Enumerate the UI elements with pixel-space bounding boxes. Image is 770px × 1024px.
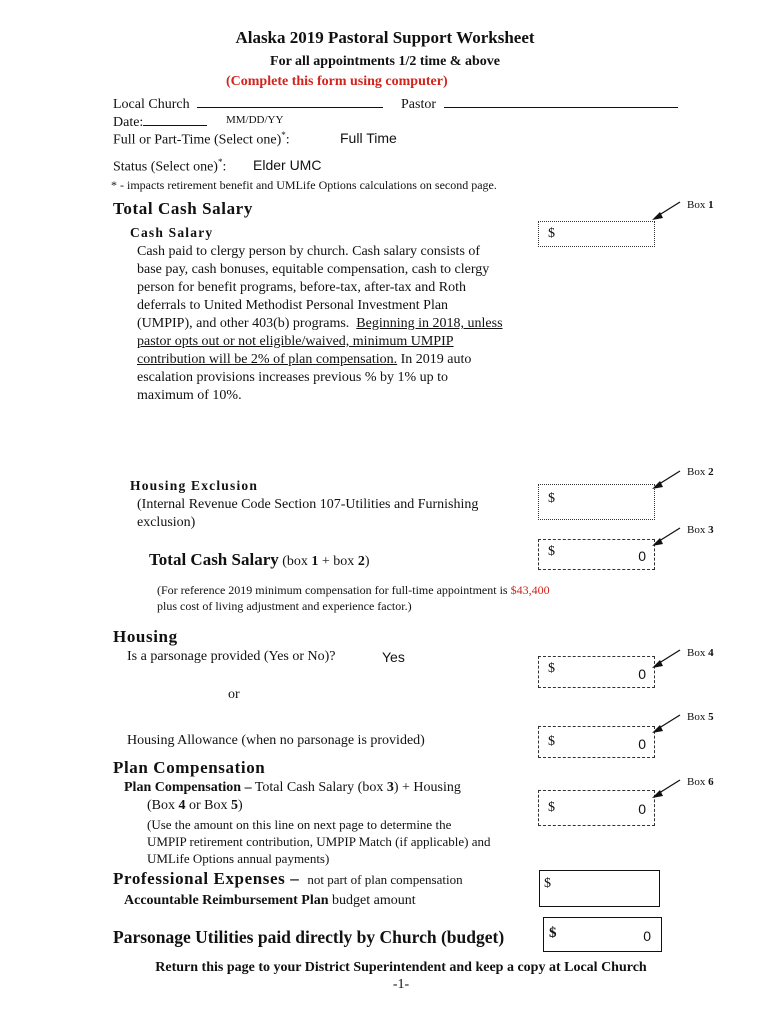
fulltime-asterisk: * (281, 130, 286, 140)
box-value: 0 (638, 666, 646, 682)
desc-underlined: contribution will be 2% of plan compensation. (137, 352, 398, 367)
desc-line: exclusion) (137, 515, 196, 530)
desc-line: deferrals to United Methodist Personal Investment Plan (137, 298, 449, 313)
formula-text: + box (318, 554, 358, 569)
parsonage-utilities-heading: Parsonage Utilities paid directly by Church (budget) (113, 927, 505, 947)
cash-salary-heading: Cash Salary (130, 225, 214, 240)
formula-box-num: 4 (178, 798, 186, 813)
desc-line: (Internal Revenue Code Section 107-Utilities and Furnishing (137, 497, 479, 512)
desc-line: base pay, cash bonuses, equitable compensation, cash to clergy (137, 262, 490, 277)
accountable-plan-line (124, 893, 416, 909)
page-number: -1- (392, 977, 410, 992)
formula-box-num: 5 (231, 798, 238, 813)
box-3-label (687, 524, 714, 536)
currency-symbol: $ (549, 925, 557, 941)
reference-line: plus cost of living adjustment and experience factor.) (157, 599, 412, 613)
professional-expenses-heading (113, 869, 463, 889)
box-6-label (687, 776, 714, 788)
status-row: Status (Select one)*: (113, 157, 227, 175)
box-label-text: Box (687, 466, 706, 478)
box-1-label (687, 199, 714, 211)
reference-note (157, 582, 550, 614)
desc-underlined: pastor opts out or not eligible/waived, minimum UMPIP (137, 334, 454, 349)
housing-heading: Housing (113, 627, 178, 646)
date-label: Date: (113, 115, 144, 130)
status-asterisk: * (217, 157, 223, 167)
box-6-input[interactable] (538, 790, 655, 826)
box-1-input[interactable] (538, 221, 655, 247)
date-field[interactable] (143, 112, 207, 126)
box-label-number: 2 (708, 466, 714, 478)
plan-compensation-formula-2 (147, 798, 243, 814)
box-label-number: 3 (708, 524, 714, 536)
box-label-text: Box (687, 524, 706, 536)
pastor-row (401, 94, 678, 113)
housing-allowance-label: Housing Allowance (when no parsonage is provided) (127, 733, 425, 748)
total-label: Total Cash Salary (149, 550, 279, 569)
status-select[interactable]: Elder UMC (253, 157, 322, 173)
accountable-plan-text: budget amount (328, 893, 416, 908)
plan-compensation-heading: Plan Compensation (113, 758, 266, 777)
desc-line: maximum of 10%. (137, 388, 242, 403)
currency-symbol: $ (548, 544, 555, 559)
box-value: 0 (638, 548, 646, 564)
formula-box-num: 3 (386, 780, 394, 795)
local-church-field[interactable] (197, 94, 383, 108)
box-6-arrow-icon (650, 778, 684, 800)
box-label-text: Box (687, 199, 706, 211)
formula-text: (Box (147, 798, 179, 813)
currency-symbol: $ (548, 800, 555, 815)
note-line: (Use the amount on this line on next page to determine the (147, 817, 452, 832)
box-5-label (687, 711, 714, 723)
accountable-plan-label: Accountable Reimbursement Plan (124, 893, 329, 908)
status-label: Status (Select one) (113, 159, 218, 175)
reference-text: (For reference 2019 minimum compensation for full-time appointment is (157, 583, 511, 597)
box-label-number: 4 (708, 647, 714, 659)
box-2-input[interactable] (538, 484, 655, 520)
pastor-field[interactable] (444, 94, 678, 108)
parsonage-utilities-input[interactable] (543, 917, 662, 952)
desc-underlined: Beginning in 2018, unless (356, 316, 503, 331)
box-label-number: 1 (708, 199, 714, 211)
form-instruction: (Complete this form using computer) (226, 74, 448, 89)
pastor-label: Pastor (401, 97, 436, 112)
currency-symbol: $ (548, 661, 555, 676)
formula-text: (box (278, 554, 312, 569)
date-row (113, 112, 207, 131)
desc-line: person for benefit programs, before-tax, after-tax and Roth (137, 280, 466, 295)
reference-line (157, 582, 550, 598)
desc-line (137, 351, 503, 369)
box-5-arrow-icon (650, 713, 684, 735)
footnote-text: - impacts retirement benefit and UMLife Options calculations on second page. (117, 178, 497, 192)
box-label-number: 5 (708, 711, 714, 723)
housing-exclusion-heading: Housing Exclusion (130, 478, 259, 493)
total-cash-salary-heading: Total Cash Salary (113, 199, 253, 218)
formula-text: Total Cash Salary (box (251, 780, 387, 795)
fulltime-select[interactable]: Full Time (340, 130, 397, 146)
formula-box-num: 2 (357, 554, 365, 569)
desc-text: In 2019 auto (397, 352, 472, 367)
or-text: or (228, 687, 240, 702)
currency-symbol: $ (544, 876, 551, 891)
currency-symbol: $ (548, 734, 555, 749)
parsonage-question: Is a parsonage provided (Yes or No)? (127, 649, 336, 664)
fulltime-row: Full or Part-Time (Select one)*: (113, 130, 290, 148)
professional-expenses-input[interactable] (539, 870, 660, 907)
total-cash-salary-formula (149, 550, 369, 570)
desc-text: (UMPIP), and other 403(b) programs. (137, 316, 357, 331)
plan-compensation-note (147, 816, 490, 867)
desc-line (137, 315, 503, 333)
box-label-text: Box (687, 711, 706, 723)
footnote (111, 178, 497, 193)
box-4-arrow-icon (650, 648, 684, 670)
box-3-arrow-icon (650, 526, 684, 548)
currency-symbol: $ (548, 491, 555, 506)
footer-instruction: Return this page to your District Superintendent and keep a copy at Local Church (155, 960, 647, 975)
box-label-text: Box (687, 776, 706, 788)
box-value: 0 (638, 736, 646, 752)
reference-amount: $43,400 (510, 583, 550, 597)
page-title: Alaska 2019 Pastoral Support Worksheet (235, 28, 535, 47)
formula-box-num: 1 (311, 554, 319, 569)
local-church-label: Local Church (113, 97, 190, 112)
currency-symbol: $ (548, 226, 555, 241)
box-3-input[interactable] (538, 539, 655, 570)
box-4-input[interactable] (538, 656, 655, 688)
professional-heading-text: Professional Expenses – (113, 869, 300, 888)
page-subtitle: For all appointments 1/2 time & above (270, 54, 500, 69)
housing-exclusion-description (137, 496, 478, 532)
box-2-label (687, 466, 714, 478)
formula-text: ) + Housing (393, 780, 461, 795)
note-line: UMPIP retirement contribution, UMPIP Match (if applicable) and (147, 834, 491, 849)
formula-text: ) (238, 798, 243, 813)
date-format-hint: MM/DD/YY (226, 114, 284, 126)
box-value: 0 (643, 928, 651, 944)
desc-line: escalation provisions increases previous % by 1% up to (137, 370, 449, 385)
desc-line: Cash paid to clergy person by church. Cash salary consists of (137, 244, 481, 259)
box-value: 0 (638, 801, 646, 817)
professional-heading-note: not part of plan compensation (307, 872, 463, 887)
box-label-number: 6 (708, 776, 714, 788)
local-church-row (113, 94, 383, 113)
note-line: UMLife Options annual payments) (147, 851, 330, 866)
formula-bold: Plan Compensation – (124, 780, 252, 795)
cash-salary-description (137, 243, 503, 405)
box-1-arrow-icon (650, 200, 684, 222)
box-label-text: Box (687, 647, 706, 659)
box-2-arrow-icon (650, 469, 684, 491)
plan-compensation-formula (124, 780, 461, 796)
formula-text: or Box (185, 798, 231, 813)
fulltime-label: Full or Part-Time (Select one) (113, 132, 282, 148)
box-5-input[interactable] (538, 726, 655, 758)
parsonage-answer[interactable]: Yes (382, 649, 405, 665)
box-4-label (687, 647, 714, 659)
formula-text: ) (364, 554, 370, 569)
footnote-star: * (111, 178, 117, 192)
